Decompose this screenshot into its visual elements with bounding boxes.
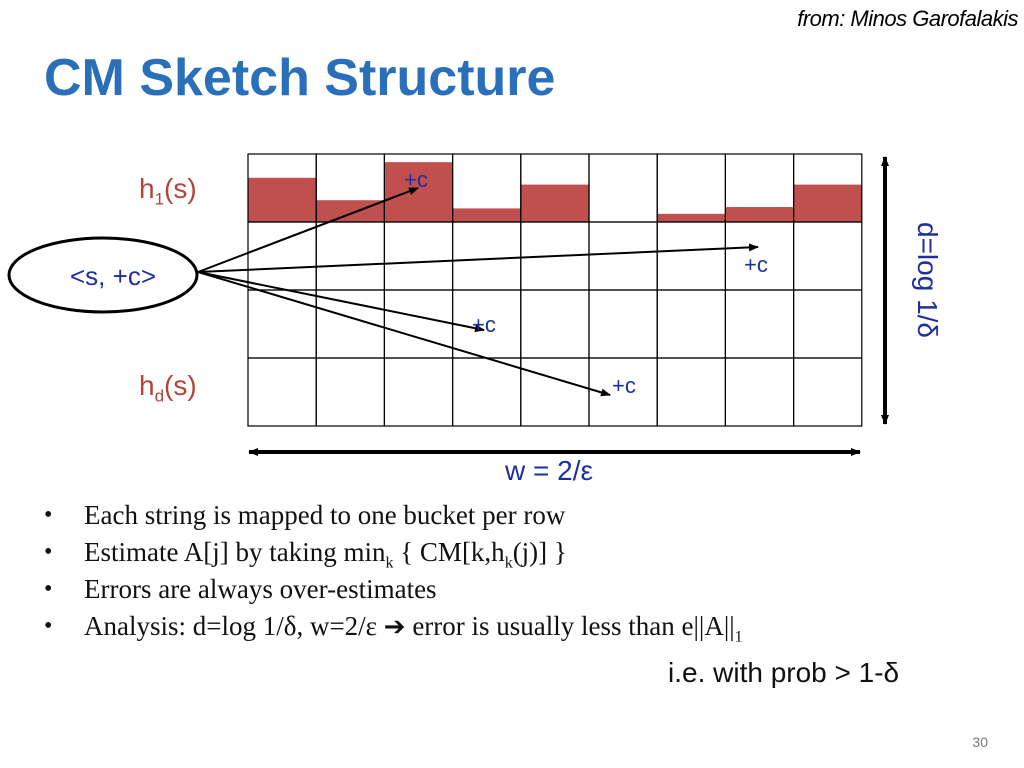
bullet-list xyxy=(44,497,743,645)
bullet-item: • Estimate A[j] by taking $\min_k$ { $CM[k,h_k(j)]$ } xyxy=(44,534,743,571)
sketch-cell xyxy=(794,222,862,290)
sketch-cell xyxy=(657,222,725,290)
counter-bar xyxy=(794,185,862,222)
sketch-cell xyxy=(589,154,657,222)
author-credit: from: Minos Garofalakis xyxy=(797,6,1018,31)
bullet-item: • Analysis: d=log 1/δ, w=2/ε ➔ error is usually less than $e||A||_1$ xyxy=(44,608,743,645)
row-label-first: $h_1(s)$ xyxy=(139,173,197,209)
sketch-cell xyxy=(248,358,316,426)
sketch-cell xyxy=(384,290,452,358)
sketch-cell xyxy=(248,290,316,358)
sketch-cell xyxy=(453,358,521,426)
depth-label: d=log 1/δ xyxy=(912,222,943,339)
sketch-cell xyxy=(725,290,793,358)
counter-bar xyxy=(316,200,384,222)
increment-label-row-2: +c xyxy=(744,252,768,277)
sketch-cell xyxy=(725,358,793,426)
counter-bar xyxy=(657,214,725,222)
increment-label-row-3: +c xyxy=(472,312,496,337)
width-label: w = 2/ε xyxy=(505,455,593,486)
sketch-cell xyxy=(453,222,521,290)
sketch-cell xyxy=(248,222,316,290)
sketch-cell xyxy=(589,290,657,358)
sketch-cell xyxy=(521,290,589,358)
first-row-counters xyxy=(248,162,862,222)
sketch-cell xyxy=(657,154,725,222)
probability-note: i.e. with prob > 1-δ xyxy=(668,657,900,688)
sketch-cell xyxy=(384,222,452,290)
sketch-cell xyxy=(589,222,657,290)
sketch-cell xyxy=(657,358,725,426)
page-number: 30 xyxy=(972,734,988,750)
hash-arrow-row-2 xyxy=(198,247,758,272)
slide-title: CM Sketch Structure xyxy=(44,49,556,107)
counter-bar xyxy=(725,207,793,222)
increment-label-row-4: +c xyxy=(612,373,636,398)
sketch-cell xyxy=(384,358,452,426)
counter-bar xyxy=(453,208,521,222)
input-tuple-label: <s, +c> xyxy=(70,261,156,291)
sketch-cell xyxy=(794,358,862,426)
sketch-cell xyxy=(316,358,384,426)
increment-label-row-1: +c xyxy=(404,167,428,192)
bullet-item: • Each string is mapped to one bucket per row xyxy=(44,497,743,534)
sketch-cell xyxy=(657,290,725,358)
sketch-cell xyxy=(316,222,384,290)
counter-bar xyxy=(521,185,589,222)
hash-arrow-row-3 xyxy=(198,272,484,330)
counter-bar xyxy=(248,178,316,222)
sketch-cell xyxy=(794,290,862,358)
bullet-item: • Errors are always over-estimates xyxy=(44,571,743,608)
implies-arrow-icon: ➔ xyxy=(383,612,406,642)
row-label-last: $h_d(s)$ xyxy=(139,370,197,406)
sketch-cell xyxy=(521,358,589,426)
